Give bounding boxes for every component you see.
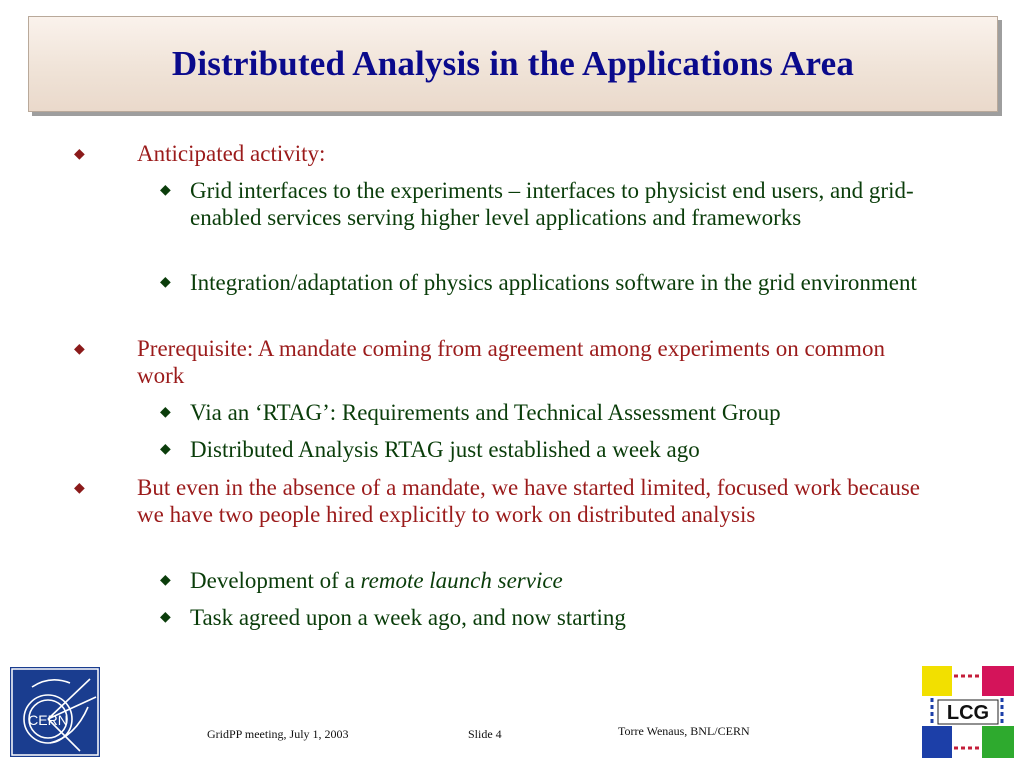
footer-author: Torre Wenaus, BNL/CERN	[618, 724, 750, 738]
bullet-3-sub-1-text	[190, 567, 950, 594]
diamond-bullet-icon: ◆	[160, 573, 171, 588]
bullet-1-sub-1-text: Grid interfaces to the experiments – interfaces to physicist end users, and grid-enabled services serving higher level applications and frameworks	[190, 178, 914, 230]
bullet-2-sub-1-text: Via an ‘RTAG’: Requirements and Technical Assessment Group	[190, 400, 781, 425]
footer-meeting: GridPP meeting, July 1, 2003	[207, 727, 349, 741]
bullet-1-text: Anticipated activity:	[137, 141, 326, 166]
diamond-bullet-icon: ◆	[160, 183, 171, 198]
diamond-bullet-icon: ◆	[74, 481, 85, 496]
diamond-bullet-icon: ◆	[160, 275, 171, 290]
diamond-bullet-icon: ◆	[74, 342, 85, 357]
footer-slide-number: Slide 4	[468, 727, 502, 741]
bullet-3-sub-2-text: Task agreed upon a week ago, and now starting	[190, 605, 626, 630]
diamond-bullet-icon: ◆	[160, 442, 171, 457]
cern-logo	[10, 667, 100, 757]
bullet-1-sub-2-text: Integration/adaptation of physics applications software in the grid environment	[190, 270, 917, 295]
diamond-bullet-icon: ◆	[160, 405, 171, 420]
lcg-logo	[920, 664, 1016, 760]
lcg-logo-text: LCG	[946, 702, 990, 724]
bullet-2-sub-2-text: Distributed Analysis RTAG just established a week ago	[190, 437, 700, 462]
bullet-2-text: Prerequisite: A mandate coming from agreement among experiments on common work	[137, 336, 885, 388]
cern-logo-text: CERN	[28, 712, 68, 728]
bullet-3-sub-1-prefix: Development of a	[190, 568, 361, 593]
bullet-3-sub-1-italic: remote launch service	[360, 568, 563, 593]
slide-title: Distributed Analysis in the Applications Area	[171, 44, 855, 83]
bullet-3-text: But even in the absence of a mandate, we have started limited, focused work because we have two people hired explicitly to work on distributed analysis	[137, 475, 920, 527]
diamond-bullet-icon: ◆	[74, 147, 85, 162]
diamond-bullet-icon: ◆	[160, 610, 171, 625]
